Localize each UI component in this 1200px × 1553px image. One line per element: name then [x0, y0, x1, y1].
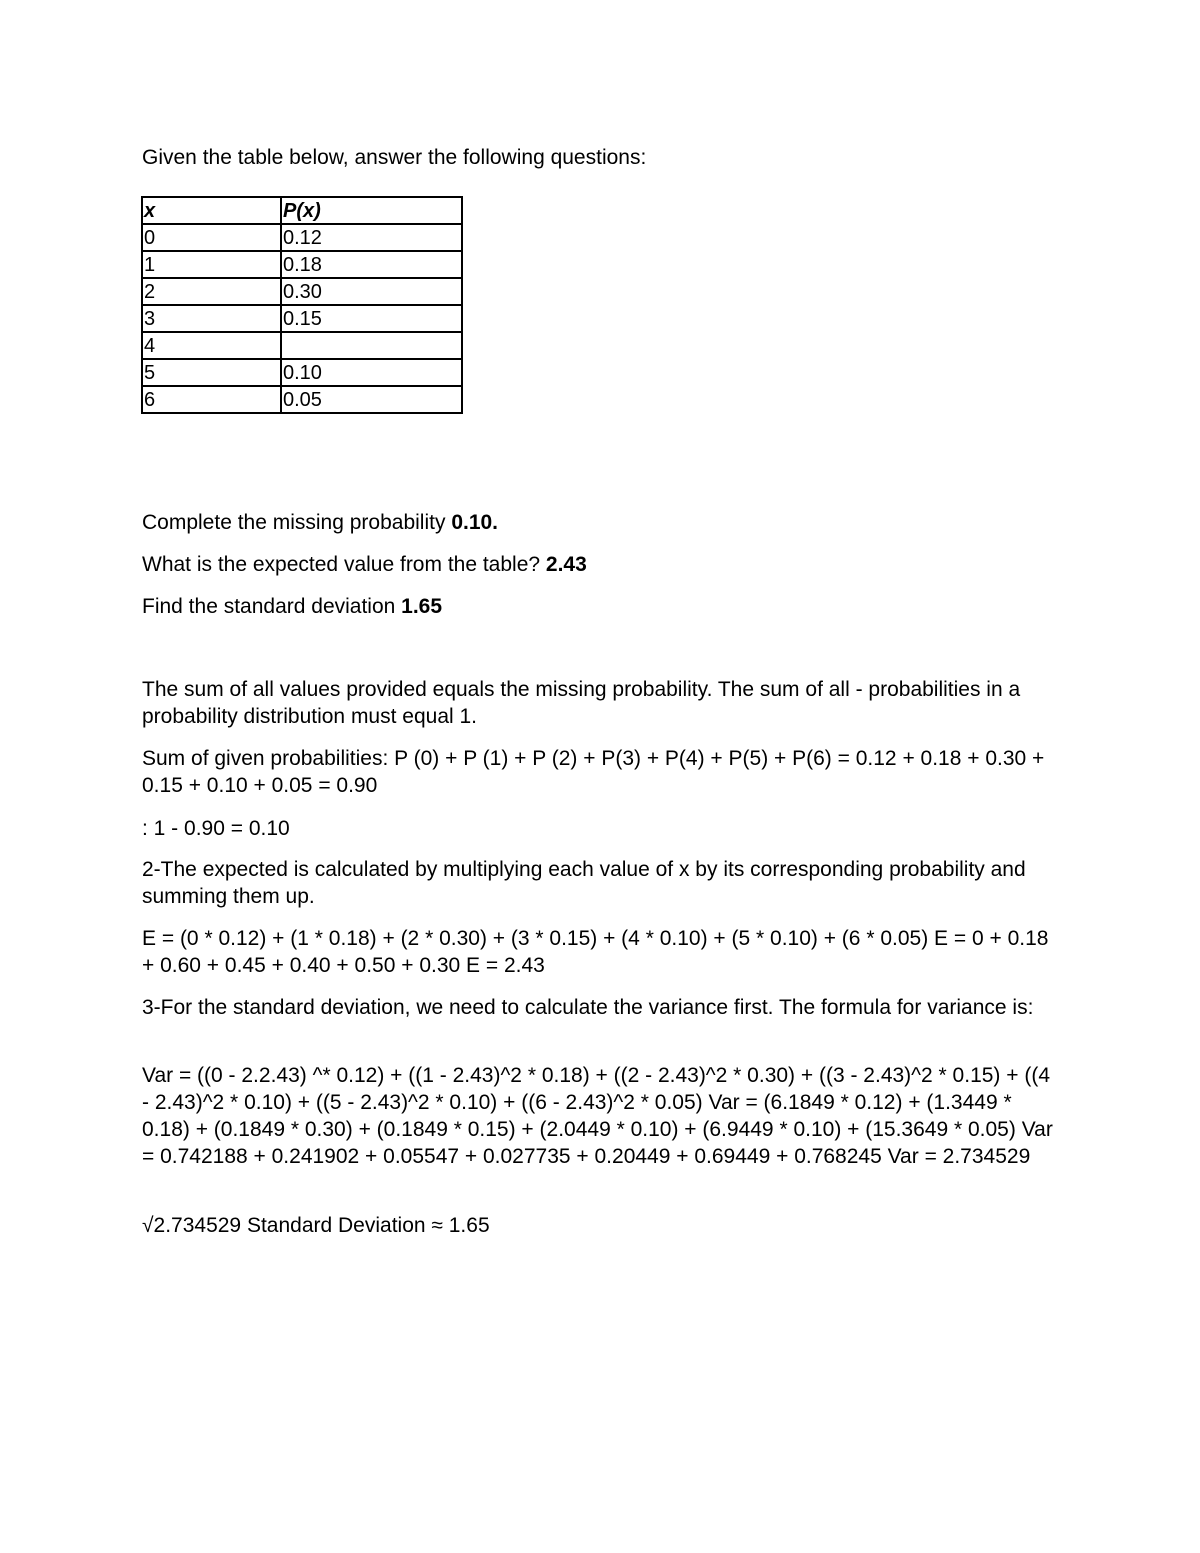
table-row [142, 359, 462, 386]
table-row [142, 251, 462, 278]
cell-px: 0.05 [281, 386, 462, 413]
question-missing-probability [142, 509, 498, 536]
explanation-sum-calc: Sum of given probabilities: P (0) + P (1) + P (2) + P(3) + P(4) + P(5) + P(6) = 0.12 + 0.18 + 0.30 + 0.15 + 0.10 + 0.05 = 0.90 [142, 747, 1045, 797]
cell-px: 0.18 [281, 251, 462, 278]
explanation-sum-rule: The sum of all values provided equals the missing probability. The sum of all - probabilities in a probability distribution must equal 1. [142, 678, 1021, 728]
probability-table [141, 196, 463, 414]
table-row [142, 332, 462, 359]
cell-x: 1 [142, 251, 281, 278]
answer-value: 2.43 [545, 553, 587, 576]
question-text: Find the standard deviation [142, 595, 402, 618]
cell-x: 5 [142, 359, 281, 386]
question-standard-deviation [142, 593, 442, 620]
cell-px: 0.15 [281, 305, 462, 332]
question-text: What is the expected value from the table? [142, 553, 546, 576]
explanation-variance-calc: Var = ((0 - 2.2.43) ^* 0.12) + ((1 - 2.43)^2 * 0.18) + ((2 - 2.43)^2 * 0.30) + ((3 - 2.43)^2 * 0.15) + ((4 - 2.43)^2 * 0.10) + ((5 - 2.43)^2 * 0.10) + ((6 - 2.43)^2 * 0.05) Var = (6.1849 * 0.12) + (1.3449 * 0.18) + (0.1849 * 0.30) + (0.1849 * 0.15) + (2.0449 * 0.10) + (6.9449 * 0.10) + (15.3649 * 0.05) Var = 0.742188 + 0.241902 + 0.05547 + 0.027735 + 0.20449 + 0.69449 + 0.768245 Var = 2.734529 [142, 1064, 1053, 1168]
table-row [142, 278, 462, 305]
header-x: x [142, 197, 281, 224]
cell-x: 4 [142, 332, 281, 359]
cell-px: 0.10 [281, 359, 462, 386]
question-text: Complete the missing probability [142, 511, 452, 534]
cell-px: 0.12 [281, 224, 462, 251]
answer-value: 0.10. [451, 511, 499, 534]
cell-x: 0 [142, 224, 281, 251]
explanation-missing-result: : 1 - 0.90 = 0.10 [142, 817, 290, 840]
explanation-expected-calc: E = (0 * 0.12) + (1 * 0.18) + (2 * 0.30) + (3 * 0.15) + (4 * 0.10) + (5 * 0.10) + (6 * 0.05) E = 0 + 0.18 + 0.60 + 0.45 + 0.40 + 0.50 + 0.30 E = 2.43 [142, 927, 1049, 977]
cell-x: 2 [142, 278, 281, 305]
cell-x: 6 [142, 386, 281, 413]
answer-value: 1.65 [401, 595, 443, 618]
table-row [142, 386, 462, 413]
explanation-variance-intro: 3-For the standard deviation, we need to calculate the variance first. The formula for variance is: [142, 996, 1034, 1019]
table-header-row [142, 197, 462, 224]
cell-px [281, 332, 462, 359]
cell-x: 3 [142, 305, 281, 332]
intro-text: Given the table below, answer the following questions: [142, 146, 647, 169]
table-row [142, 224, 462, 251]
header-px: P(x) [281, 197, 462, 224]
table-row [142, 305, 462, 332]
question-expected-value [142, 551, 587, 578]
cell-px: 0.30 [281, 278, 462, 305]
explanation-expected-intro: 2-The expected is calculated by multiplying each value of x by its corresponding probability and summing them up. [142, 858, 1026, 908]
explanation-std-result: √2.734529 Standard Deviation ≈ 1.65 [142, 1214, 490, 1237]
